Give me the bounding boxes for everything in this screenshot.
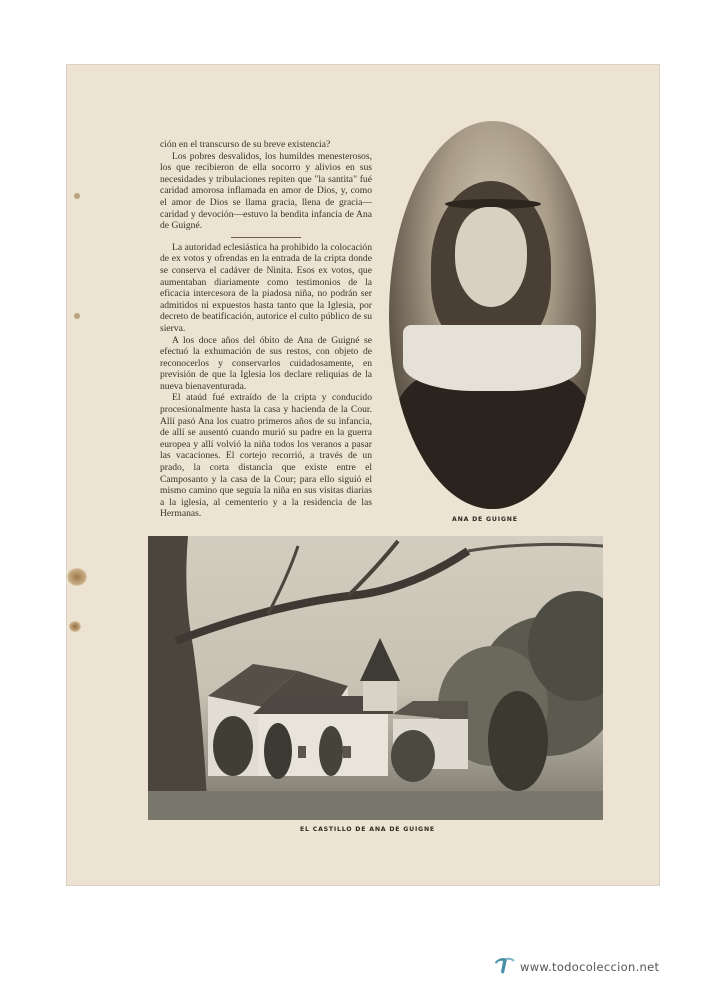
castle-photo [148, 536, 603, 820]
portrait-caption: ANA DE GUIGNE [452, 516, 518, 523]
portrait-photo [389, 121, 596, 509]
article-paragraph: Los pobres desvalidos, los humildes menesterosos, los que recibieron de ella socorro y alivios en sus necesidades y tribulaciones repiten que "la santita" fué caridad amorosa inflamada en amor de Dios, y, como el amor de Dios se llama gracia, llena de gracia—caridad y devoción—estuvo la bendita infancia de Ana de Guigné. [160, 150, 372, 232]
article-paragraph: ción en el transcurso de su breve existencia? [160, 139, 331, 150]
article-text [160, 139, 372, 520]
binding-hole-mark [74, 313, 80, 319]
section-divider [231, 237, 301, 238]
watermark [493, 958, 659, 976]
binding-hole-mark [74, 193, 80, 199]
article-paragraph: A los doce años del óbito de Ana de Guigné se efectuó la exhumación de sus restos, con objeto de reconocerlos y conservarlos cuidadosamente, en previsión de que la Iglesia los declare reliquias de la nueva bienaventurada. [160, 334, 372, 392]
watermark-text: www.todocoleccion.net [520, 960, 660, 974]
article-paragraph: La autoridad eclesiástica ha prohibido la colocación de ex votos y ofrendas en la entrada de la cripta donde se conserva el cadáver de Ninita. Esos ex votos, que aumentaban diariamente como testimonios de la eficacia intercesora de la piadosa niña, no podrán ser admitidos ni expuestos hasta tanto que la Iglesia, por decreto de beatificación, autorice el culto público de su sierva. [160, 241, 372, 334]
castle-caption: EL CASTILLO DE ANA DE GUIGNE [300, 826, 435, 833]
portrait-collar [403, 325, 581, 391]
todocoleccion-logo-icon [493, 956, 515, 978]
portrait-face [455, 207, 527, 307]
rust-stain [69, 621, 81, 632]
rust-stain [67, 568, 87, 586]
article-paragraph: El ataúd fué extraído de la cripta y conducido procesionalmente hasta la casa y hacienda de la Cour. Allí pasó Ana los cuatro primeros años de su infancia, de allí se ausentó cuando murió su padre en la guerra europea y allí volvió la niña todos los veranos a pasar las vacaciones. El cortejo recorrió, a través de un prado, la corta distancia que existe entre el Camposanto y la casa de la Cour; para ello siguió el mismo camino que seguía la niña en sus visitas diarias a la iglesia, al cementerio y a la residencia de las Hermanas. [160, 392, 372, 520]
